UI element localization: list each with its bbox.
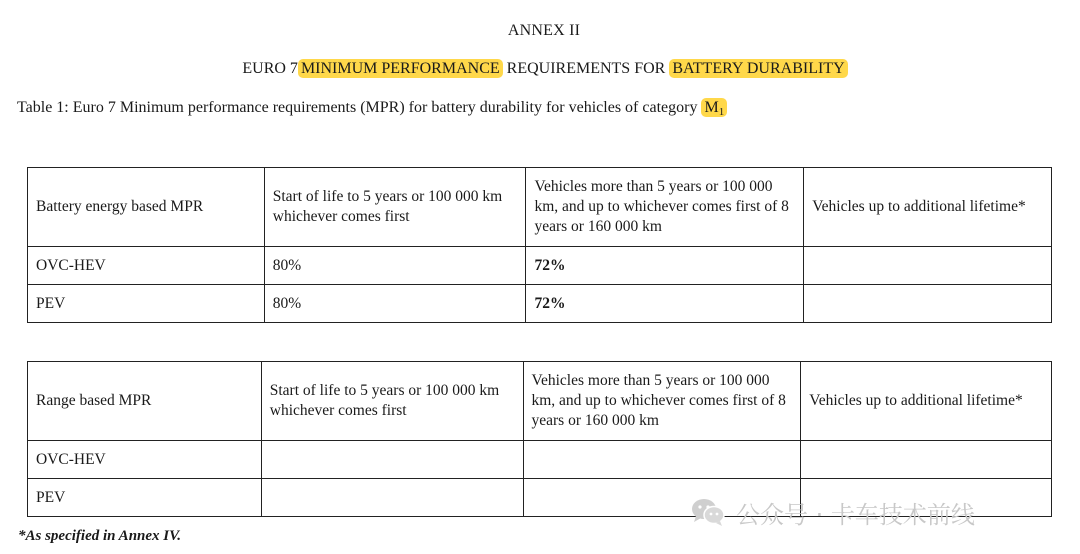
header-cell: Battery energy based MPR [28,168,265,247]
table-row [28,285,1052,323]
header-cell: Vehicles more than 5 years or 100 000 km, and up to whichever comes first of 8 years or 160 000 km [526,168,804,247]
header-cell: Start of life to 5 years or 100 000 km whichever comes first [261,362,523,441]
table-cell: 80% [264,247,526,285]
annex-heading [0,60,1080,78]
table-cell [261,479,523,517]
table-cell [804,247,1052,285]
battery-energy-mpr-table [27,167,1052,323]
wechat-icon [690,497,726,527]
heading-highlight-min-performance: MINIMUM PERFORMANCE [298,59,503,78]
footnote: *As specified in Annex IV. [18,528,181,544]
table-cell: 72% [526,285,804,323]
header-cell: Range based MPR [28,362,262,441]
table-cell [801,441,1052,479]
header-cell: Vehicles up to additional lifetime* [804,168,1052,247]
table-cell: 80% [264,285,526,323]
table-cell: OVC-HEV [28,441,262,479]
watermark-text: 公众号 · 卡车技术前线 [736,500,975,529]
table-header-row [28,168,1052,247]
heading-highlight-battery-durability: BATTERY DURABILITY [669,59,847,78]
caption-category: $M_1$ [701,98,727,117]
heading-part1: EURO 7 [242,60,298,77]
header-cell: Vehicles more than 5 years or 100 000 km, and up to whichever comes first of 8 years or 160 000 km [523,362,801,441]
caption-text: Table 1: Euro 7 Minimum performance requirements (MPR) for battery durability for vehicles of category [17,99,698,116]
table-row [28,247,1052,285]
heading-part2: REQUIREMENTS FOR [506,60,666,77]
header-cell: Start of life to 5 years or 100 000 km whichever comes first [264,168,526,247]
table-cell: PEV [28,285,265,323]
table-cell [804,285,1052,323]
table-cell: 72% [526,247,804,285]
watermark [690,494,975,530]
table-header-row [28,362,1052,441]
table-cell [523,441,801,479]
annex-title: ANNEX II [507,22,581,39]
header-cell: Vehicles up to additional lifetime* [801,362,1052,441]
table-cell: OVC-HEV [28,247,265,285]
table-row [28,441,1052,479]
table-cell: PEV [28,479,262,517]
table-cell [261,441,523,479]
table-caption [17,99,727,118]
